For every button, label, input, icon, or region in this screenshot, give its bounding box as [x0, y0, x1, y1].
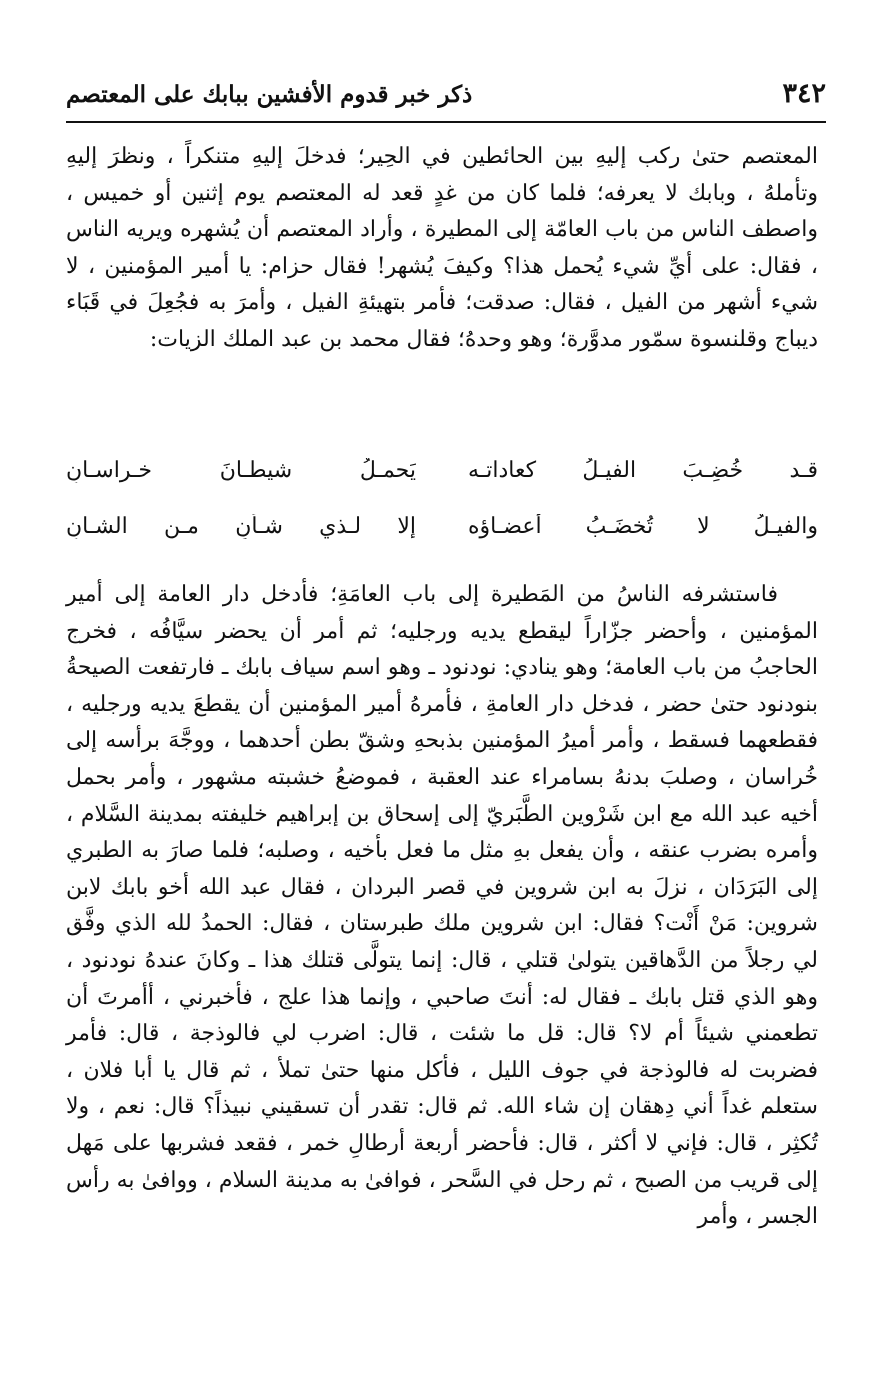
running-title: ذكر خبر قدوم الأفشين ببابك على المعتصم	[66, 81, 473, 108]
intro-paragraph: المعتصم حتىٰ ركب إليهِ بين الحائطين في الحِير؛ فدخلَ إليهِ متنكراً ، ونظرَ إليهِ وتأملهُ ، وبابك لا يعرفه؛ فلما كان من غدٍ قعد له المعتصم يوم إثنين أو خميس ، واصطف الناس من باب العامّة إلى المطيرة ، وأراد المعتصم أن يُشهره ويريه الناس ، فقال: على أيِّ شيء يُحمل هذا؟ وكيفَ يُشهر! فقال حزام: يا أمير المؤمنين ، لا شيء أشهر من الفيل ، فقال: صدقت؛ فأمر بتهيئةِ الفيل ، وأمرَ به فجُعِلَ في قَبَاء ديباج وقلنسوة سمّور مدوَّرة؛ وهو وحدهُ؛ فقال محمد بن عبد الملك الزيات:	[66, 144, 818, 352]
poem-verse	[66, 450, 818, 490]
page-number: ٣٤٢	[782, 78, 826, 109]
verse-first-hemistich: قـد خُضِـبَ الفيـلُ كعاداتـه	[468, 457, 818, 483]
poem-verse	[66, 506, 818, 546]
verse-second-hemistich: يَحمـلُ شيطـانَ خـراسـانِ	[66, 457, 416, 483]
verse-second-hemistich: إلا لـذي شـأنٍ مـن الشـانِ	[66, 513, 416, 539]
verse-first-hemistich: والفيـلُ لا تُخضَـبُ أعضـاؤه	[468, 513, 818, 539]
header-rule	[66, 121, 826, 123]
main-paragraph: فاستشرفه الناسُ من المَطيرة إلى باب العامَةِ؛ فأدخل دار العامة إلى أمير المؤمنين ، وأحضر جزّاراً ليقطع يديه ورجليه؛ ثم أمر أن يحضر سيَّافُه ، فخرج الحاجبُ من باب العامة؛ وهو ينادي: نودنود ـ وهو اسم سياف بابك ـ فارتفعت الصيحةُ بنودنود حتىٰ حضر ، فدخل دار العامةِ ، فأمرهُ أمير المؤمنين أن يقطعَ يديه ورجليه ، فقطعهما فسقط ، وأمر أميرُ المؤمنين بذبحهِ وشقّ بطن أحدهما ، ووجَّهَ برأسه إلى خُراسان ، وصلبَ بدنهُ بسامراء عند العقبة ، فموضعُ خشبته مشهور ، وأمر بحمل أخيه عبد الله مع ابن شَرْوين الطَّبَريّ إلى إسحاق بن إبراهيم خليفته بمدينة السَّلام ، وأمره بضرب عنقه ، وأن يفعل بهِ مثل ما فعل بأخيه ، وصلبه؛ فلما صارَ به الطبري إلى البَرَدَان ، نزلَ به ابن شروين في قصر البردان ، فقال عبد الله أخو بابك لابن شروين: مَنْ أَنْت؟ فقال: ابن شروين ملك طبرستان ، فقال: الحمدُ لله الذي وفَّق لي رجلاً من الدَّهاقين يتولىٰ قتلي ، قال: إنما يتولَّى قتلك هذا ـ وكانَ عندهُ نودنود ، وهو الذي قتل بابك ـ فقال له: أنتَ صاحبي ، وإنما هذا علج ، فأخبرني ، أأمرتَ أن تطعمني شيئاً أم لا؟ قال: قل ما شئت ، قال: اضرب لي فالوذجة ، قال: فأمر فضربت له فالوذجة في جوف الليل ، فأكل منها حتىٰ تملأ ، ثم قال يا أبا فلان ، ستعلم غداً أني دِهقان إن شاء الله. ثم قال: تقدر أن تسقيني نبيذاً؟ قال: نعم ، ولا تُكثِر ، قال: فإني لا أكثر ، قال: فأحضر أربعة أرطالِ خمر ، فقعد فشربها على مَهل إلى قريب من الصبح ، ثم رحل في السَّحر ، فوافىٰ به مدينة السلام ، ووافىٰ به رأس الجسر ، وأمر	[66, 582, 818, 1230]
page-header	[66, 78, 826, 118]
